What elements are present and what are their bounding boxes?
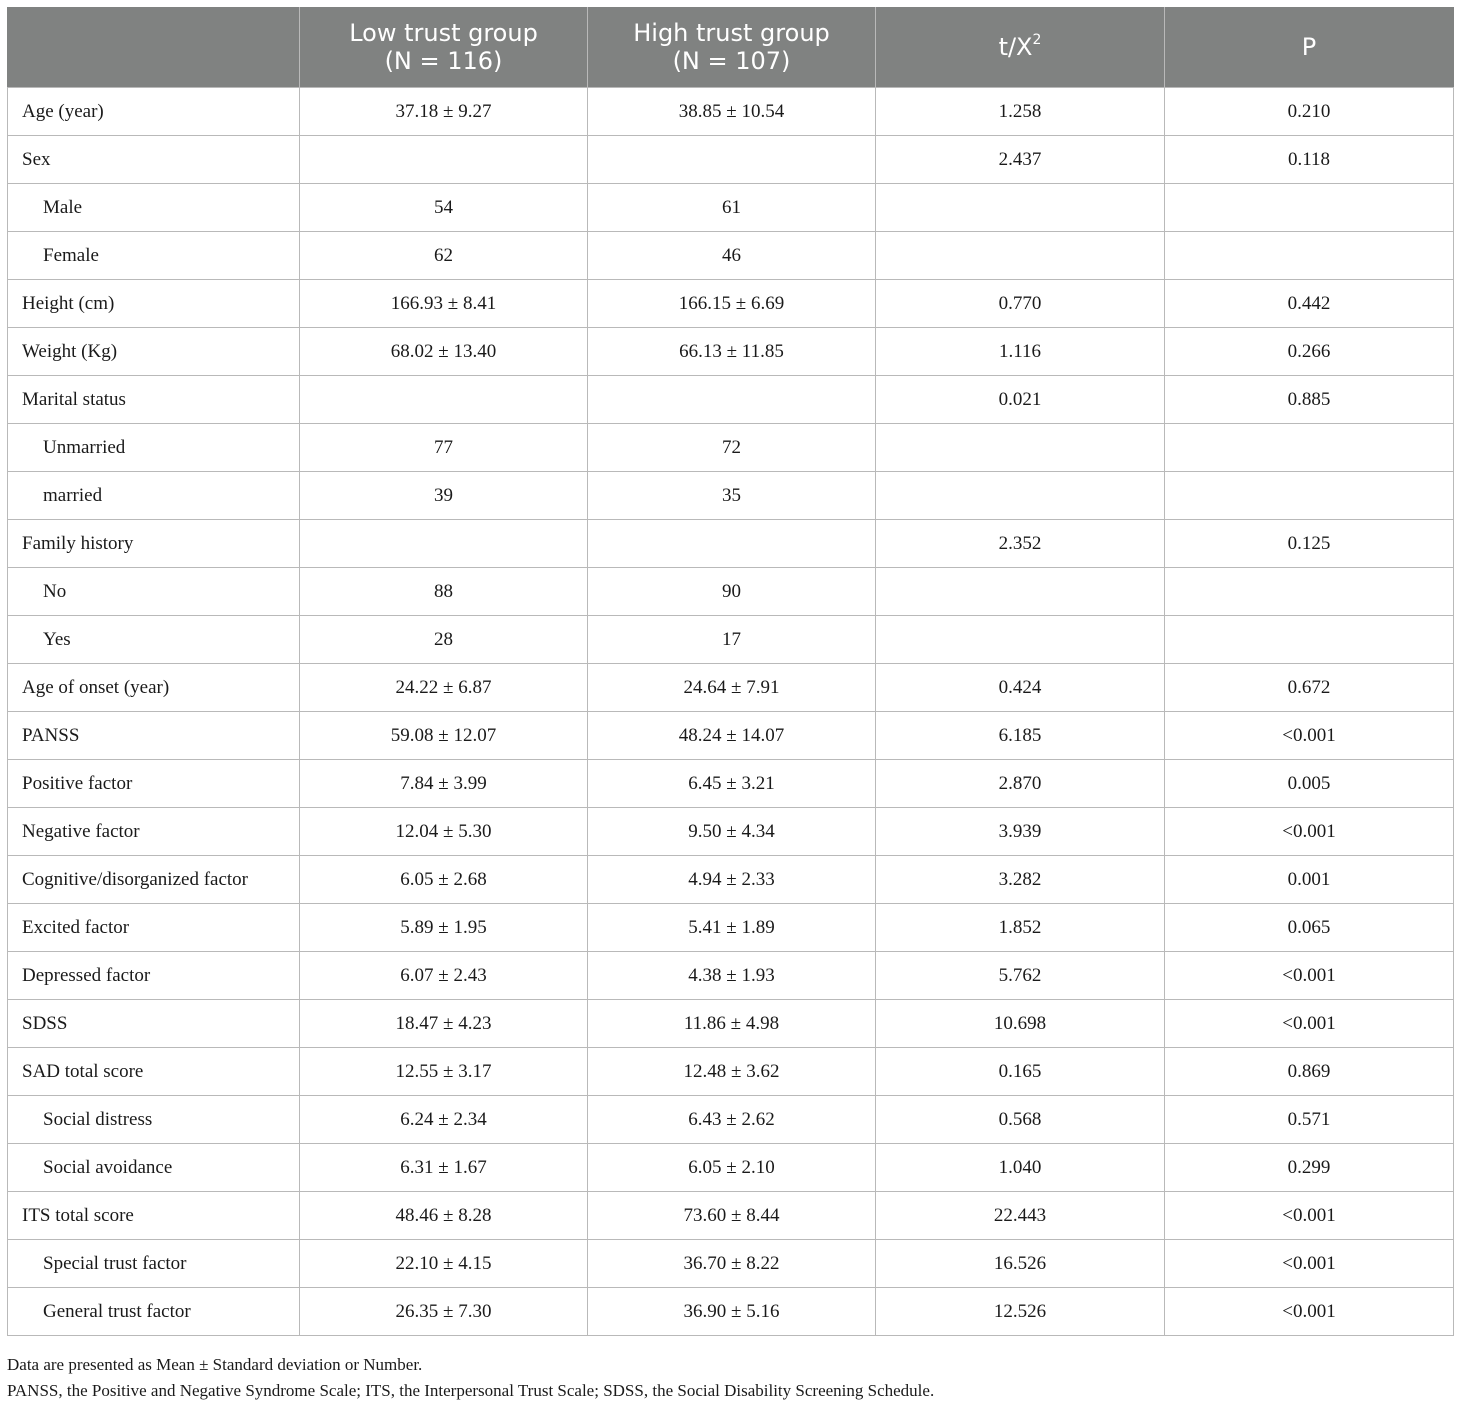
header-high-trust-title: High trust group <box>633 19 830 47</box>
footnote-abbreviations: PANSS, the Positive and Negative Syndrome Scale; ITS, the Interpersonal Trust Scale; SDSS, the Social Disability Screening Schedule. <box>7 1381 935 1400</box>
table-row <box>8 136 1454 184</box>
cell-low-trust-value: 7.84 ± 3.99 <box>300 760 588 808</box>
cell-variable-label: ITS total score <box>8 1192 300 1240</box>
cell-high-trust-value <box>588 520 876 568</box>
cell-high-trust-value: 73.60 ± 8.44 <box>588 1192 876 1240</box>
demographics-table <box>7 7 1454 1336</box>
cell-low-trust-value: 88 <box>300 568 588 616</box>
cell-test-statistic <box>876 616 1165 664</box>
header-low-trust-title: Low trust group <box>349 19 538 47</box>
cell-low-trust-value: 22.10 ± 4.15 <box>300 1240 588 1288</box>
cell-test-statistic: 0.021 <box>876 376 1165 424</box>
header-test-statistic <box>876 7 1165 88</box>
cell-low-trust-value: 68.02 ± 13.40 <box>300 328 588 376</box>
table-row <box>8 520 1454 568</box>
cell-high-trust-value: 35 <box>588 472 876 520</box>
header-test-statistic-sup: 2 <box>1032 32 1042 48</box>
cell-p-value: <0.001 <box>1165 1288 1454 1336</box>
cell-high-trust-value: 66.13 ± 11.85 <box>588 328 876 376</box>
cell-p-value: <0.001 <box>1165 808 1454 856</box>
cell-p-value <box>1165 472 1454 520</box>
table-row <box>8 280 1454 328</box>
cell-variable-label: Marital status <box>8 376 300 424</box>
cell-high-trust-value: 38.85 ± 10.54 <box>588 88 876 136</box>
cell-variable-label: Male <box>8 184 300 232</box>
cell-high-trust-value: 90 <box>588 568 876 616</box>
cell-high-trust-value: 72 <box>588 424 876 472</box>
table-row <box>8 568 1454 616</box>
cell-high-trust-value: 166.15 ± 6.69 <box>588 280 876 328</box>
cell-p-value <box>1165 184 1454 232</box>
cell-low-trust-value: 54 <box>300 184 588 232</box>
cell-low-trust-value: 39 <box>300 472 588 520</box>
header-high-trust-group <box>588 7 876 88</box>
table-row <box>8 1288 1454 1336</box>
cell-variable-label: Female <box>8 232 300 280</box>
cell-variable-label: Social avoidance <box>8 1144 300 1192</box>
header-low-trust-n: (N = 116) <box>384 47 503 75</box>
cell-test-statistic: 1.116 <box>876 328 1165 376</box>
cell-high-trust-value: 36.90 ± 5.16 <box>588 1288 876 1336</box>
cell-test-statistic <box>876 424 1165 472</box>
cell-p-value: 0.672 <box>1165 664 1454 712</box>
cell-low-trust-value: 48.46 ± 8.28 <box>300 1192 588 1240</box>
cell-test-statistic: 3.939 <box>876 808 1165 856</box>
cell-p-value: <0.001 <box>1165 1000 1454 1048</box>
cell-test-statistic: 0.424 <box>876 664 1165 712</box>
cell-low-trust-value: 62 <box>300 232 588 280</box>
table-row <box>8 88 1454 136</box>
table-row <box>8 424 1454 472</box>
cell-p-value: <0.001 <box>1165 712 1454 760</box>
cell-p-value <box>1165 232 1454 280</box>
table-row <box>8 1144 1454 1192</box>
cell-test-statistic <box>876 232 1165 280</box>
cell-test-statistic: 6.185 <box>876 712 1165 760</box>
cell-high-trust-value: 12.48 ± 3.62 <box>588 1048 876 1096</box>
cell-low-trust-value: 24.22 ± 6.87 <box>300 664 588 712</box>
cell-high-trust-value: 6.43 ± 2.62 <box>588 1096 876 1144</box>
table-row <box>8 952 1454 1000</box>
cell-variable-label: General trust factor <box>8 1288 300 1336</box>
cell-high-trust-value: 11.86 ± 4.98 <box>588 1000 876 1048</box>
cell-test-statistic: 1.258 <box>876 88 1165 136</box>
cell-high-trust-value: 5.41 ± 1.89 <box>588 904 876 952</box>
cell-p-value <box>1165 568 1454 616</box>
cell-test-statistic: 1.852 <box>876 904 1165 952</box>
cell-variable-label: Age of onset (year) <box>8 664 300 712</box>
cell-test-statistic: 12.526 <box>876 1288 1165 1336</box>
cell-low-trust-value: 77 <box>300 424 588 472</box>
cell-high-trust-value: 6.45 ± 3.21 <box>588 760 876 808</box>
table-footnotes <box>7 1352 934 1404</box>
cell-high-trust-value: 46 <box>588 232 876 280</box>
cell-low-trust-value: 6.05 ± 2.68 <box>300 856 588 904</box>
cell-test-statistic: 0.568 <box>876 1096 1165 1144</box>
cell-variable-label: Sex <box>8 136 300 184</box>
cell-low-trust-value: 5.89 ± 1.95 <box>300 904 588 952</box>
cell-variable-label: Negative factor <box>8 808 300 856</box>
cell-variable-label: PANSS <box>8 712 300 760</box>
header-low-trust-group <box>300 7 588 88</box>
cell-low-trust-value <box>300 520 588 568</box>
cell-p-value: 0.210 <box>1165 88 1454 136</box>
cell-high-trust-value: 9.50 ± 4.34 <box>588 808 876 856</box>
cell-p-value: <0.001 <box>1165 1192 1454 1240</box>
table-row <box>8 856 1454 904</box>
table-row <box>8 472 1454 520</box>
cell-p-value: 0.001 <box>1165 856 1454 904</box>
cell-test-statistic: 22.443 <box>876 1192 1165 1240</box>
cell-high-trust-value <box>588 376 876 424</box>
cell-test-statistic <box>876 184 1165 232</box>
cell-variable-label: Yes <box>8 616 300 664</box>
cell-low-trust-value: 166.93 ± 8.41 <box>300 280 588 328</box>
table-row <box>8 232 1454 280</box>
table-row <box>8 760 1454 808</box>
cell-p-value: 0.065 <box>1165 904 1454 952</box>
table-row <box>8 1192 1454 1240</box>
cell-high-trust-value <box>588 136 876 184</box>
cell-variable-label: Family history <box>8 520 300 568</box>
cell-test-statistic <box>876 472 1165 520</box>
table-row <box>8 664 1454 712</box>
cell-p-value: 0.571 <box>1165 1096 1454 1144</box>
table-row <box>8 1096 1454 1144</box>
cell-test-statistic: 2.870 <box>876 760 1165 808</box>
cell-high-trust-value: 24.64 ± 7.91 <box>588 664 876 712</box>
cell-high-trust-value: 6.05 ± 2.10 <box>588 1144 876 1192</box>
cell-low-trust-value: 6.31 ± 1.67 <box>300 1144 588 1192</box>
cell-test-statistic: 3.282 <box>876 856 1165 904</box>
cell-p-value: 0.442 <box>1165 280 1454 328</box>
cell-low-trust-value: 26.35 ± 7.30 <box>300 1288 588 1336</box>
header-test-statistic-label: t/X <box>998 33 1033 61</box>
cell-p-value <box>1165 616 1454 664</box>
cell-low-trust-value: 12.04 ± 5.30 <box>300 808 588 856</box>
cell-p-value: 0.869 <box>1165 1048 1454 1096</box>
cell-low-trust-value: 18.47 ± 4.23 <box>300 1000 588 1048</box>
cell-p-value: 0.125 <box>1165 520 1454 568</box>
table-row <box>8 376 1454 424</box>
cell-variable-label: married <box>8 472 300 520</box>
cell-high-trust-value: 4.38 ± 1.93 <box>588 952 876 1000</box>
cell-high-trust-value: 48.24 ± 14.07 <box>588 712 876 760</box>
table-row <box>8 328 1454 376</box>
cell-test-statistic <box>876 568 1165 616</box>
cell-high-trust-value: 61 <box>588 184 876 232</box>
table-row <box>8 1000 1454 1048</box>
cell-test-statistic: 0.770 <box>876 280 1165 328</box>
cell-test-statistic: 2.437 <box>876 136 1165 184</box>
cell-variable-label: Special trust factor <box>8 1240 300 1288</box>
cell-low-trust-value: 12.55 ± 3.17 <box>300 1048 588 1096</box>
cell-p-value <box>1165 424 1454 472</box>
data-table-container <box>7 7 1453 1336</box>
cell-test-statistic: 2.352 <box>876 520 1165 568</box>
cell-low-trust-value <box>300 136 588 184</box>
cell-p-value: 0.885 <box>1165 376 1454 424</box>
table-row <box>8 1240 1454 1288</box>
cell-p-value: 0.005 <box>1165 760 1454 808</box>
cell-test-statistic: 10.698 <box>876 1000 1165 1048</box>
cell-variable-label: SAD total score <box>8 1048 300 1096</box>
cell-low-trust-value: 59.08 ± 12.07 <box>300 712 588 760</box>
cell-variable-label: Cognitive/disorganized factor <box>8 856 300 904</box>
table-row <box>8 712 1454 760</box>
header-variable <box>8 7 300 88</box>
table-row <box>8 616 1454 664</box>
cell-test-statistic: 0.165 <box>876 1048 1165 1096</box>
cell-test-statistic: 5.762 <box>876 952 1165 1000</box>
cell-variable-label: Excited factor <box>8 904 300 952</box>
table-header <box>8 7 1454 88</box>
cell-p-value: 0.266 <box>1165 328 1454 376</box>
header-p-value <box>1165 7 1454 88</box>
cell-high-trust-value: 4.94 ± 2.33 <box>588 856 876 904</box>
cell-variable-label: No <box>8 568 300 616</box>
cell-low-trust-value: 28 <box>300 616 588 664</box>
header-high-trust-n: (N = 107) <box>672 47 791 75</box>
cell-low-trust-value: 6.07 ± 2.43 <box>300 952 588 1000</box>
cell-variable-label: Height (cm) <box>8 280 300 328</box>
table-row <box>8 904 1454 952</box>
cell-low-trust-value: 6.24 ± 2.34 <box>300 1096 588 1144</box>
cell-low-trust-value <box>300 376 588 424</box>
cell-variable-label: Positive factor <box>8 760 300 808</box>
footnote-data-presentation: Data are presented as Mean ± Standard deviation or Number. <box>7 1355 423 1374</box>
cell-p-value: <0.001 <box>1165 1240 1454 1288</box>
header-p-value-label: P <box>1301 33 1317 61</box>
cell-p-value: 0.299 <box>1165 1144 1454 1192</box>
table-row <box>8 808 1454 856</box>
table-row <box>8 184 1454 232</box>
cell-p-value: <0.001 <box>1165 952 1454 1000</box>
table-row <box>8 1048 1454 1096</box>
cell-variable-label: SDSS <box>8 1000 300 1048</box>
cell-test-statistic: 1.040 <box>876 1144 1165 1192</box>
cell-variable-label: Weight (Kg) <box>8 328 300 376</box>
cell-test-statistic: 16.526 <box>876 1240 1165 1288</box>
cell-high-trust-value: 17 <box>588 616 876 664</box>
cell-low-trust-value: 37.18 ± 9.27 <box>300 88 588 136</box>
cell-p-value: 0.118 <box>1165 136 1454 184</box>
cell-variable-label: Unmarried <box>8 424 300 472</box>
table-body <box>8 88 1454 1336</box>
cell-variable-label: Depressed factor <box>8 952 300 1000</box>
cell-variable-label: Age (year) <box>8 88 300 136</box>
header-row <box>8 7 1454 88</box>
cell-high-trust-value: 36.70 ± 8.22 <box>588 1240 876 1288</box>
cell-variable-label: Social distress <box>8 1096 300 1144</box>
